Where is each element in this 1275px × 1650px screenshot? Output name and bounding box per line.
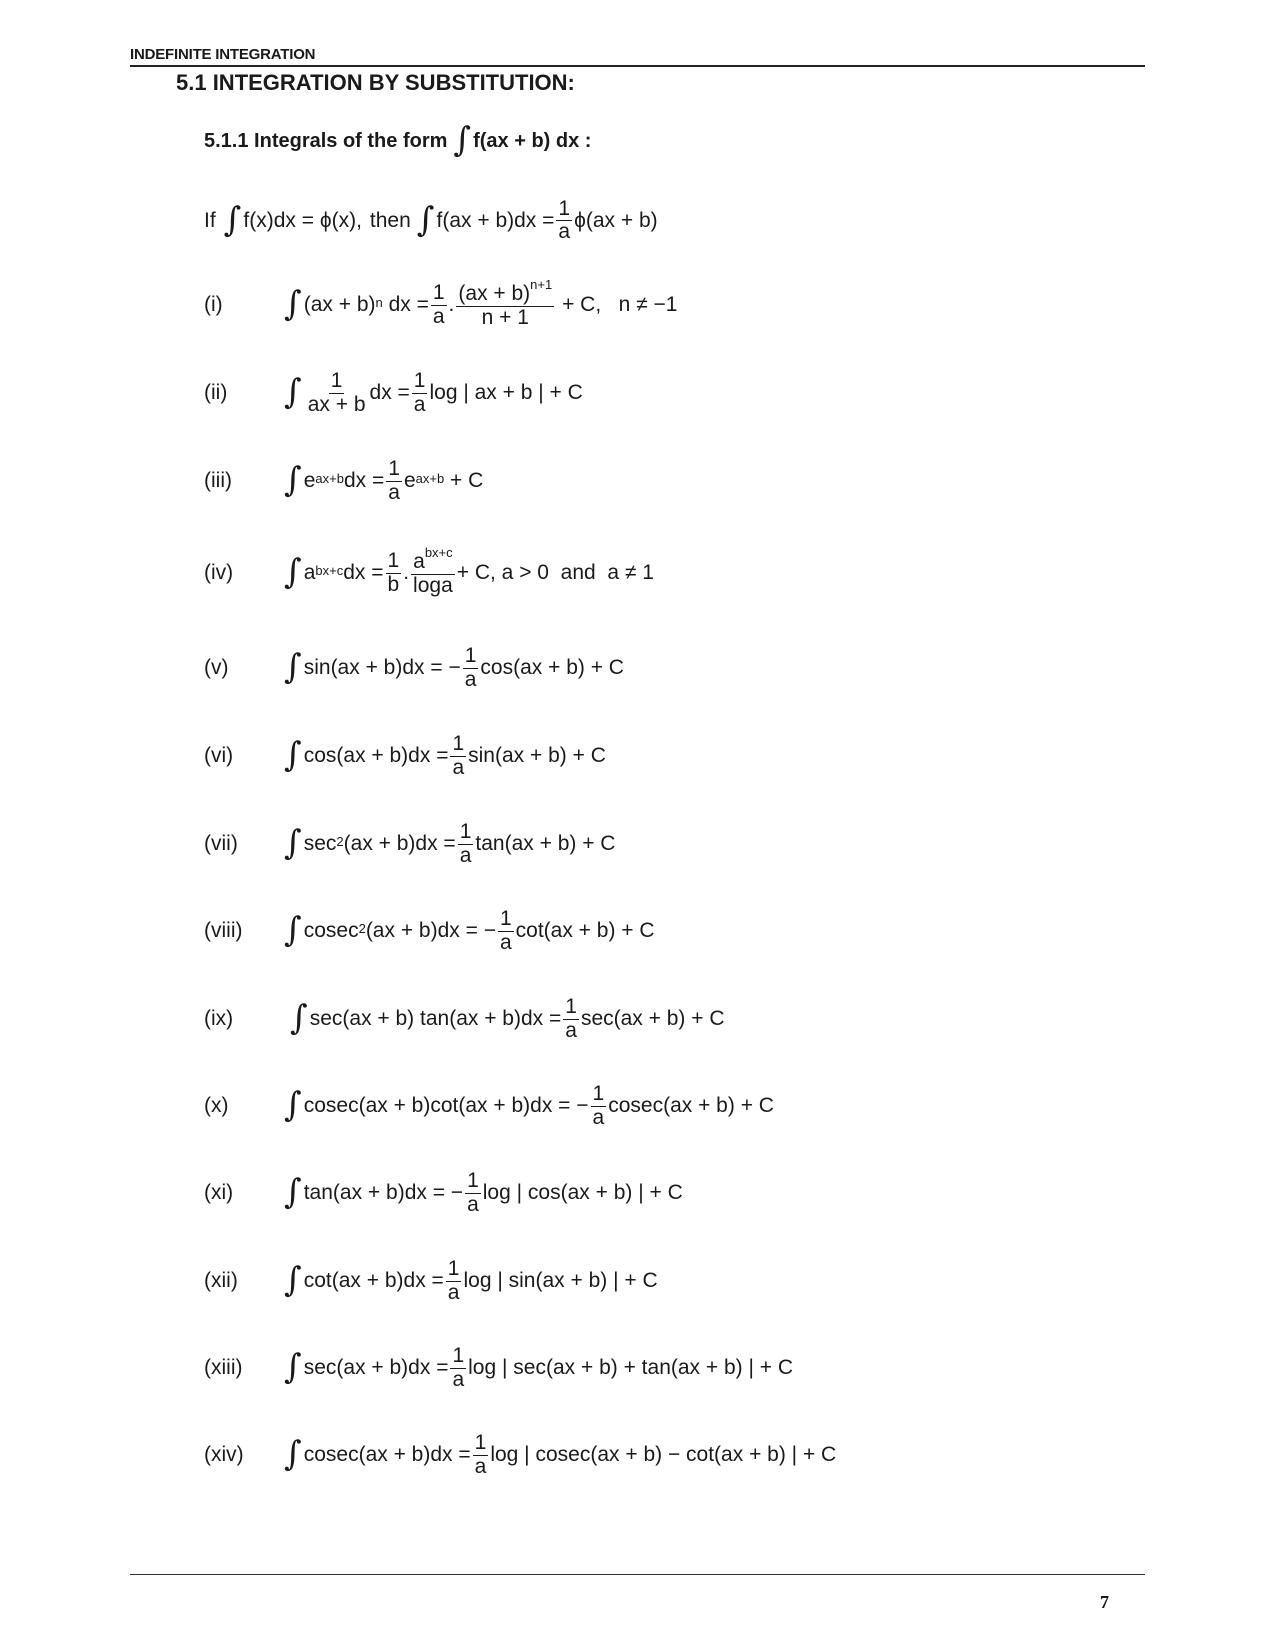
formula-label: (viii) [204,919,243,942]
formula-expression: ∫ cosec(ax + b)cot(ax + b)dx = − $\frac{1}{a}$ cosec(ax + b) + C [284,1082,774,1129]
formula-row [204,538,654,608]
running-head: INDEFINITE INTEGRATION [130,46,316,63]
fraction-numerator: 1 [558,197,571,220]
formula-row [204,270,678,340]
formula-label: (xiv) [204,1443,244,1466]
formula-row [204,1071,774,1141]
formula-label: (xi) [204,1181,234,1204]
intro-fraction [556,198,572,243]
formula-label: (v) [204,656,229,679]
integral-sign: ∫ [223,199,242,240]
formula-label: (xii) [204,1269,238,1292]
formula-row [204,1246,658,1316]
formula-row [204,1333,793,1403]
formula-expression: ∫ a $^{bx+c}$ dx = $\frac{1}{b}$ . $\frac{a^{bx+c}}{\log a}$ + C, a > 0 and a ≠ 1 [284,545,654,597]
formula-label: (vii) [204,832,238,855]
intro-statement [204,198,658,243]
formula-row [204,633,624,703]
formula-expression: ∫ cot(ax + b)dx = $\frac{1}{a}$ log | sin(ax + b) | + C [284,1257,658,1304]
footer-rule [130,1574,1145,1575]
formula-label: (iii) [204,469,232,492]
formula-row [204,896,655,966]
formula-label: (i) [204,293,223,316]
formula-label: (vi) [204,744,234,767]
formula-row [204,984,725,1054]
formula-expression: ∫ cos(ax + b)dx = $\frac{1}{a}$ sin(ax + b) + C [284,732,606,779]
formula-expression: ∫ cosec(ax + b)dx = $\frac{1}{a}$ log | cosec(ax + b) − cot(ax + b) | + C [284,1431,837,1478]
formula-expression: ∫ e $^{ax+b}$ dx = $\frac{1}{a}$ e $^{ax+b}$ + C [284,457,484,504]
formula-row [204,1420,836,1490]
formula-row [204,721,606,791]
subsection-title [204,120,592,160]
header-rule [130,65,1145,67]
integral-sign: ∫ [453,120,472,160]
formula-row [204,358,583,428]
fraction-denominator: a [558,220,571,244]
formula-expression: ∫ cosec $^2$ (ax + b)dx = − $\frac{1}{a}$ cot(ax + b) + C [284,907,655,954]
intro-rhs-pre: f(ax + b)dx = [436,208,555,232]
formula-label: (x) [204,1094,229,1117]
intro-lhs: f(x)dx = ϕ(x), [243,208,362,232]
formula-row [204,1158,683,1228]
formula-label: (xiii) [204,1356,243,1379]
formula-label: (ii) [204,381,228,404]
subsection-lead: 5.1.1 Integrals of the form [204,129,448,152]
formula-row [204,809,615,879]
subsection-expr: f(ax + b) dx : [473,129,592,152]
if-word: If [204,208,216,232]
formula-expression: ∫ sec(ax + b) tan(ax + b)dx = $\frac{1}{a}$ sec(ax + b) + C [290,995,725,1042]
formula-row [204,446,483,516]
formula-expression: ∫ $\frac{1}{ax + b}$ dx = $\frac{1}{a}$ log | ax + b | + C [284,369,583,416]
then-word: then [369,208,411,232]
formula-label: (ix) [204,1007,234,1030]
integral-sign: ∫ [416,199,435,240]
formula-expression: ∫ (ax + b) $^n$ dx = $\frac{1}{a}$ . $\frac{(ax + b)^{n+1}}{n + 1}$ + C, n ≠ −1 [284,277,678,329]
formula-expression: ∫ sec(ax + b)dx = $\frac{1}{a}$ log | sec(ax + b) + tan(ax + b) | + C [284,1344,794,1391]
section-title: 5.1 INTEGRATION BY SUBSTITUTION: [176,70,575,95]
formula-label: (iv) [204,561,234,584]
formula-expression: ∫ tan(ax + b)dx = − $\frac{1}{a}$ log | cos(ax + b) | + C [284,1169,683,1216]
intro-rhs-post: ϕ(ax + b) [574,208,658,232]
formula-expression: ∫ sin(ax + b)dx = − $\frac{1}{a}$ cos(ax + b) + C [284,644,624,691]
page-number: 7 [1100,1592,1109,1612]
formula-expression: ∫ sec $^2$ (ax + b)dx = $\frac{1}{a}$ tan(ax + b) + C [284,820,616,867]
